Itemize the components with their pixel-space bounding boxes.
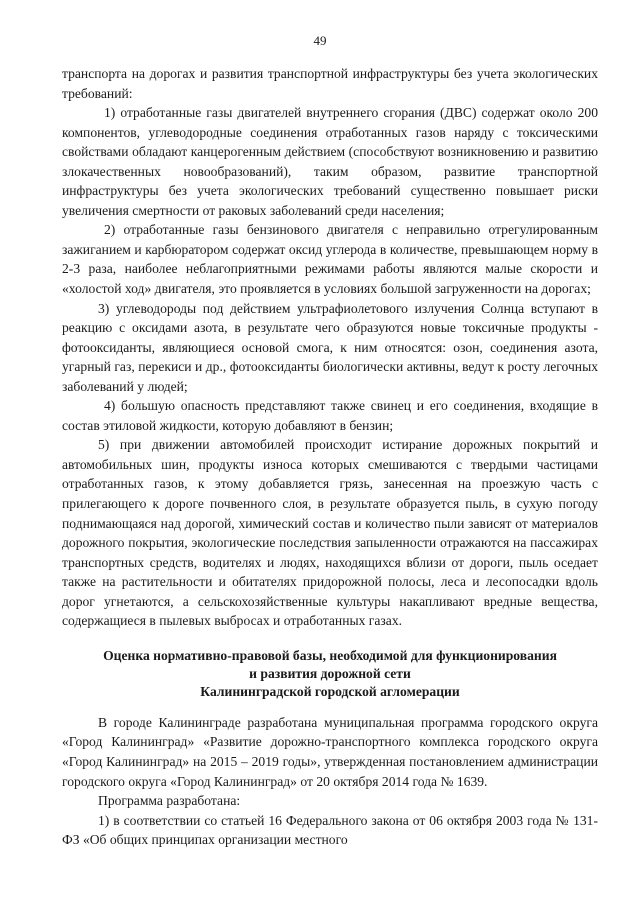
list-item-2: 2) отработанные газы бензинового двигателя с неправильно отрегулированным зажиганием и карбюратором содержат оксид углерода в количестве, превышающем норму в 2-3 раза, наиболее неблагоприятными режимами работы являются малые скорости и «холостой ход» двигателя, это проявляется в условиях большой загруженности на дорогах; (62, 222, 598, 297)
list-item-4: 4) большую опасность представляют также свинец и его соединения, входящие в состав этиловой жидкости, которую добавляют в бензин; (62, 398, 598, 433)
list-item-5: 5) при движении автомобилей происходит истирание дорожных покрытий и автомобильных шин, продукты износа которых смешиваются с твердыми частицами отработанных газов, к этому добавляется грязь, занесенная на проезжую часть с прилегающего к дороге почвенного слоя, в результате образуется пыль, в сухую погоду поднимающаяся над дорогой, химический состав и количество пыли зависят от материалов дорожного покрытия, экологические последствия запыленности отражаются на пассажирах транспортных средств, водителях и людях, находящихся вблизи от дороги, пыль оседает также на растительности и обитателях придорожной полосы, леса и лесопосадки вдоль дорог угнетаются, а сельскохозяйственные культуры накапливают вредные вещества, содержащиеся в пылевых выбросах и отработанных газах. (62, 437, 598, 629)
paragraph-developed: Программа разработана: (98, 793, 241, 809)
heading-line-3: Калининградской городской агломерации (200, 683, 460, 699)
paragraph-law-reference: 1) в соответствии со статьей 16 Федерального закона от 06 октября 2003 года № 131-ФЗ «Об общих принципах организации местного (62, 812, 598, 848)
section-heading (62, 647, 598, 701)
page-number: 49 (313, 33, 327, 48)
page-body (62, 64, 598, 850)
paragraph-intro: транспорта на дорогах и развития транспортной инфраструктуры без учета экологических требований: (62, 66, 598, 101)
heading-line-1: Оценка нормативно-правовой базы, необходимой для функционирования (103, 647, 557, 663)
list-item-3: 3) углеводороды под действием ультрафиолетового излучения Солнца вступают в реакцию с оксидами азота, в результате чего образуются новые токсичные продукты - фотооксиданты, являющиеся основой смога, к ним относятся: озон, соединения азота, угарный газ, перекиси и др., фотооксиданты биологически активны, ведут к росту легочных заболеваний у людей; (62, 300, 598, 394)
list-item-1: 1) отработанные газы двигателей внутреннего сгорания (ДВС) содержат около 200 компонентов, углеводородные соединения отработанных газов наряду с токсическими свойствами обладают канцерогенным действием (способствуют возникновению и развитию злокачественных новообразований), таким образом, развитие транспортной инфраструктуры без учета экологических требований существенно повышает риски увеличения смертности от раковых заболеваний среди населения; (62, 105, 598, 218)
heading-line-2: и развития дорожной сети (249, 665, 411, 681)
paragraph-program: В городе Калининграде разработана муниципальная программа городского округа «Город Калининград» «Развитие дорожно-транспортного комплекса городского округа «Город Калининград» на 2015 – 2019 годы», утвержденная постановлением администрации городского округа «Город Калининград» от 20 октября 2014 года № 1639. (62, 714, 598, 789)
